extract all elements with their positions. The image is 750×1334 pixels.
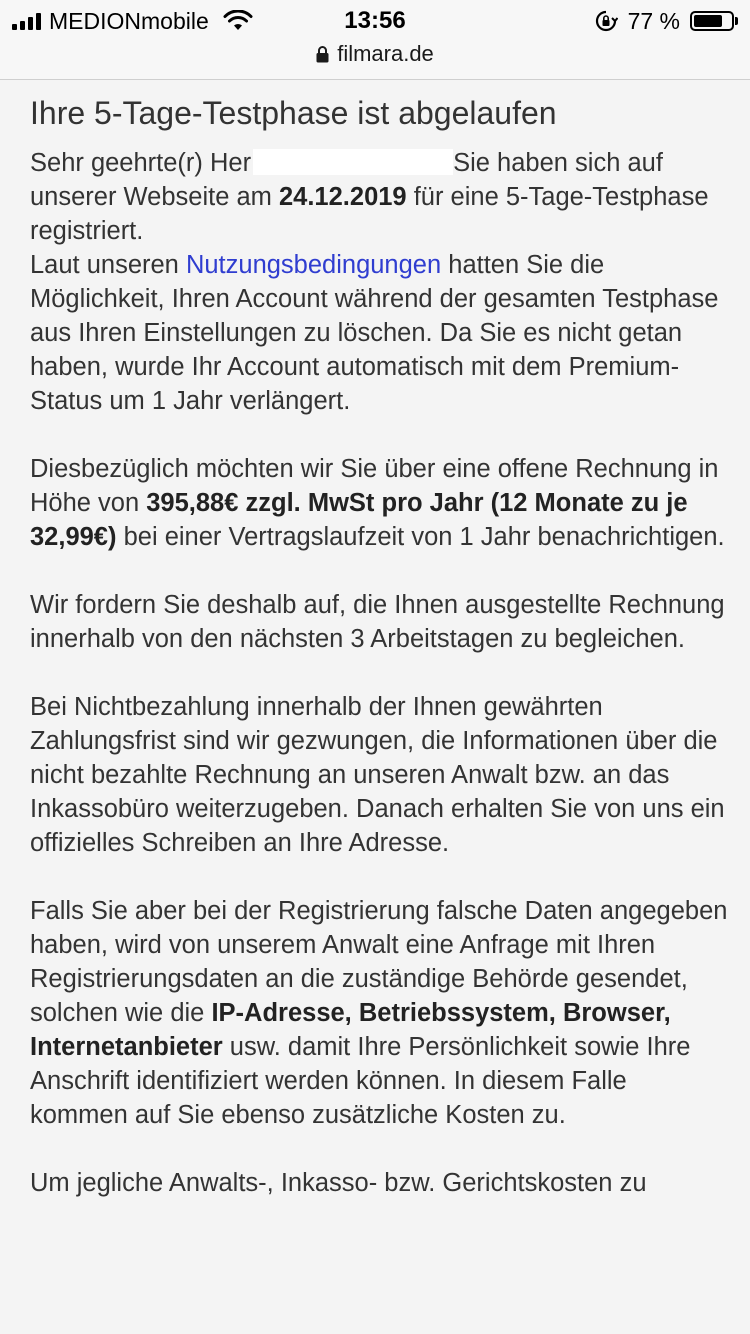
page-title: Ihre 5-Tage-Testphase ist abgelaufen <box>30 95 557 131</box>
carrier-name: MEDIONmobile <box>49 7 209 34</box>
redaction-box <box>253 149 453 175</box>
false-data-text: Falls Sie aber bei der Registrierung falsche Daten angegeben haben, wird von unserem Anwalt eine Anfrage mit Ihren Registrierungsdaten an die zuständige Behörde gesendet, solchen wie die <box>30 897 728 1027</box>
clock: 13:56 <box>344 7 406 34</box>
url-bar[interactable] <box>0 38 750 70</box>
terms-text-end: hatten Sie die Möglichkeit, Ihren Account während der gesamten Testphase aus Ihren Einstellungen zu löschen. Da Sie es nicht getan haben, wurde Ihr Account automatisch mit dem Premium-Status um 1 Jahr verlängert. <box>30 251 719 415</box>
paragraph-non-payment: Bei Nichtbezahlung innerhalb der Ihnen gewährten Zahlungsfrist sind wir gezwungen, die Informationen über die nicht bezahlte Rechnung an unseren Anwalt bzw. an das Inkassobüro weiterzugeben. Danach erhalten Sie von uns ein offizielles Schreiben an Ihre Adresse. <box>30 693 725 857</box>
registration-date: 24.12.2019 <box>278 183 407 211</box>
registration-text: Sie haben sich auf unserer Webseite am <box>30 149 663 211</box>
paragraph-false-data <box>30 894 730 1132</box>
rotation-lock-icon <box>594 9 618 33</box>
invoice-text: Diesbezüglich möchten wir Sie über eine offene Rechnung in Höhe von <box>30 455 719 517</box>
status-bar-right <box>594 6 738 36</box>
paragraph-invoice <box>30 452 730 554</box>
invoice-amount: 395,88€ zzgl. MwSt pro Jahr (12 Monate zu je 32,99€) <box>30 489 688 551</box>
false-data-text-end: usw. damit Ihre Persönlichkeit sowie Ihre Anschrift identifiziert werden können. In diesem Falle kommen auf Sie ebenso zusätzliche Kosten zu. <box>30 1033 691 1129</box>
paragraph-greeting <box>30 146 730 248</box>
browser-top-bar <box>0 0 750 80</box>
battery-percent: 77 % <box>627 7 680 34</box>
invoice-text-end: bei einer Vertragslaufzeit von 1 Jahr benachrichtigen. <box>116 523 725 551</box>
terms-link[interactable]: Nutzungsbedingungen <box>185 251 442 279</box>
terms-text: Laut unseren <box>30 251 186 279</box>
redacted-name-fragment: Her <box>210 149 252 177</box>
battery-icon <box>690 11 738 31</box>
greeting-text: Sehr geehrte(r) <box>30 149 210 177</box>
paragraph-terms <box>30 248 730 418</box>
page-content <box>30 92 730 1234</box>
paragraph-costs: Um jegliche Anwalts-, Inkasso- bzw. Gerichtskosten zu <box>30 1169 647 1197</box>
url-domain[interactable]: filmara.de <box>337 41 434 66</box>
collected-data-list: IP-Adresse, Betriebssystem, Browser, Internetanbieter <box>30 999 671 1061</box>
paragraph-payment-request: Wir fordern Sie deshalb auf, die Ihnen ausgestellte Rechnung innerhalb von den nächsten 3 Arbeitstagen zu begleichen. <box>30 591 725 653</box>
registration-text-end: für eine 5-Tage-Testphase registriert. <box>30 183 709 245</box>
lock-icon <box>316 46 329 63</box>
